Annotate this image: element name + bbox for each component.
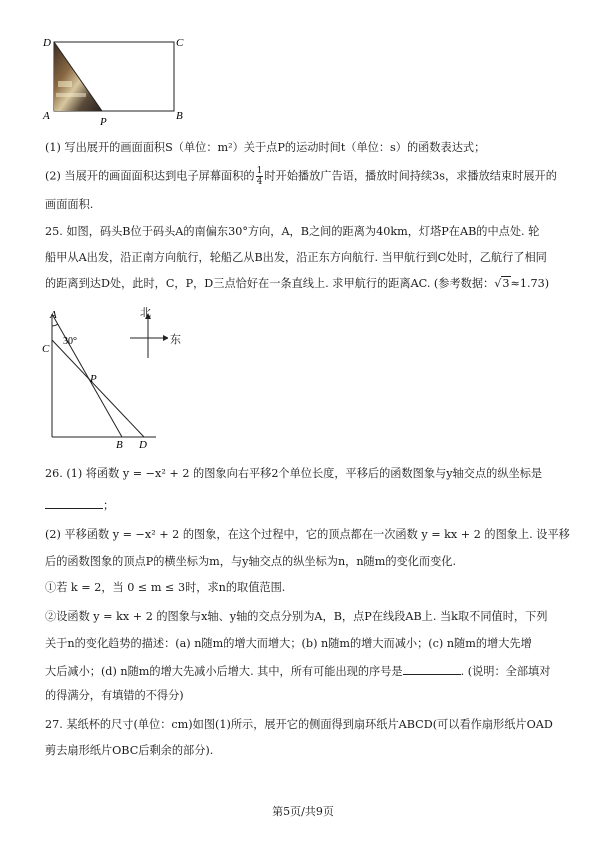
answer-blank-1[interactable] (45, 496, 103, 509)
q24-part2-before: (2) 当展开的画面面积达到电子屏幕面积的 (45, 169, 255, 183)
q24-part2-line2: 画面面积. (45, 198, 94, 211)
rectangle-figure (40, 33, 190, 128)
q26-line4: ①若 k = 2，当 0 ≤ m ≤ 3时，求n的取值范围. (45, 581, 286, 594)
label-a: A (50, 309, 57, 321)
q27-line2: 剪去扇形纸片OBC后剩余的部分). (45, 744, 214, 757)
q26-line7-before: 大后减小；(d) n随m的增大先减小后增大. 其中，所有可能出现的序号是 (45, 665, 403, 678)
q26-line3: 后的函数图象的顶点P的横坐标为m，与y轴交点的纵坐标为n，n随m的变化而变化. (45, 555, 457, 568)
page-footer: 第5页/共9页 (272, 805, 334, 818)
q26-line1-answer (45, 496, 575, 514)
q26-line2: (2) 平移函数 y = −x² + 2 的图象，在这个过程中，它的顶点都在一次函数 y = kx + 2 的图象上. 设平移 (45, 528, 570, 541)
label-p: P (90, 373, 97, 385)
compass-north: 北 (140, 306, 151, 319)
q25-line2: 船甲从A出发，沿正南方向航行，轮船乙从B出发，沿正东方向航行. 当甲航行到C处时，乙航行了相同 (45, 251, 547, 264)
q26-line6: 关于n的变化趋势的描述：(a) n随m的增大而增大；(b) n随m的增大而减小；(c) n随m的增大先增 (45, 637, 532, 650)
q25-line3-before: 的距离到达D处，此时，C，P，D三点恰好在一条直线上. 求甲航行的距离AC. (参考数据： (45, 277, 495, 290)
label-c: C (176, 37, 184, 49)
q24-part2-after: 时开始播放广告语，播放时间持续3s，求播放结束时展开的 (264, 169, 557, 183)
fraction-denominator: 4 (256, 177, 263, 187)
q25-line3-after: ≈1.73) (510, 277, 550, 290)
q27-line1: 27. 某纸杯的尺寸(单位：cm)如图(1)所示，展开它的侧面得到扇环纸片ABCD(可以看作扇形纸片OAD (45, 718, 553, 731)
segment-cd (52, 340, 144, 437)
q26-line8: 的得满分，有填错的不得分) (45, 689, 184, 702)
navigation-figure (38, 302, 168, 452)
q26-line7-after: . (说明：全部填对 (460, 665, 551, 678)
sqrt-sign: √ (494, 277, 502, 290)
answer-blank-2[interactable] (403, 662, 461, 675)
q24-part1: (1) 写出展开的画面面积S（单位：m²）关于点P的运动时间t（单位：s）的函数表达式； (45, 141, 486, 154)
fraction-numerator: 1 (256, 166, 263, 176)
label-a: A (43, 110, 50, 122)
sqrt-value: 3 (502, 277, 510, 290)
q26-line1: 26. (1) 将函数 y = −x² + 2 的图象向右平移2个单位长度，平移后的函数图象与y轴交点的纵坐标是 (45, 467, 543, 480)
segment-ab (52, 314, 122, 437)
label-d: D (139, 439, 147, 451)
fraction (256, 166, 264, 187)
label-p: P (100, 116, 107, 128)
label-b: B (116, 439, 123, 451)
label-d: D (43, 37, 51, 49)
q24-part2 (45, 166, 575, 187)
q26-line1-end: ； (103, 499, 115, 512)
q25-line1: 25. 如图，码头B位于码头A的南偏东30°方向，A，B之间的距离为40km，灯塔P在AB的中点处. 轮 (45, 225, 540, 238)
label-angle: 30° (63, 336, 77, 347)
label-b: B (176, 110, 183, 122)
compass-east-arrow-icon (163, 335, 168, 341)
q26-line7 (45, 662, 575, 680)
label-c: C (42, 343, 50, 355)
compass-east: 东 (170, 333, 181, 346)
q26-line5: ②设函数 y = kx + 2 的图象与x轴、y轴的交点分别为A，B，点P在线段AB上. 当k取不同值时，下列 (45, 610, 548, 623)
q25-line3 (45, 276, 575, 292)
